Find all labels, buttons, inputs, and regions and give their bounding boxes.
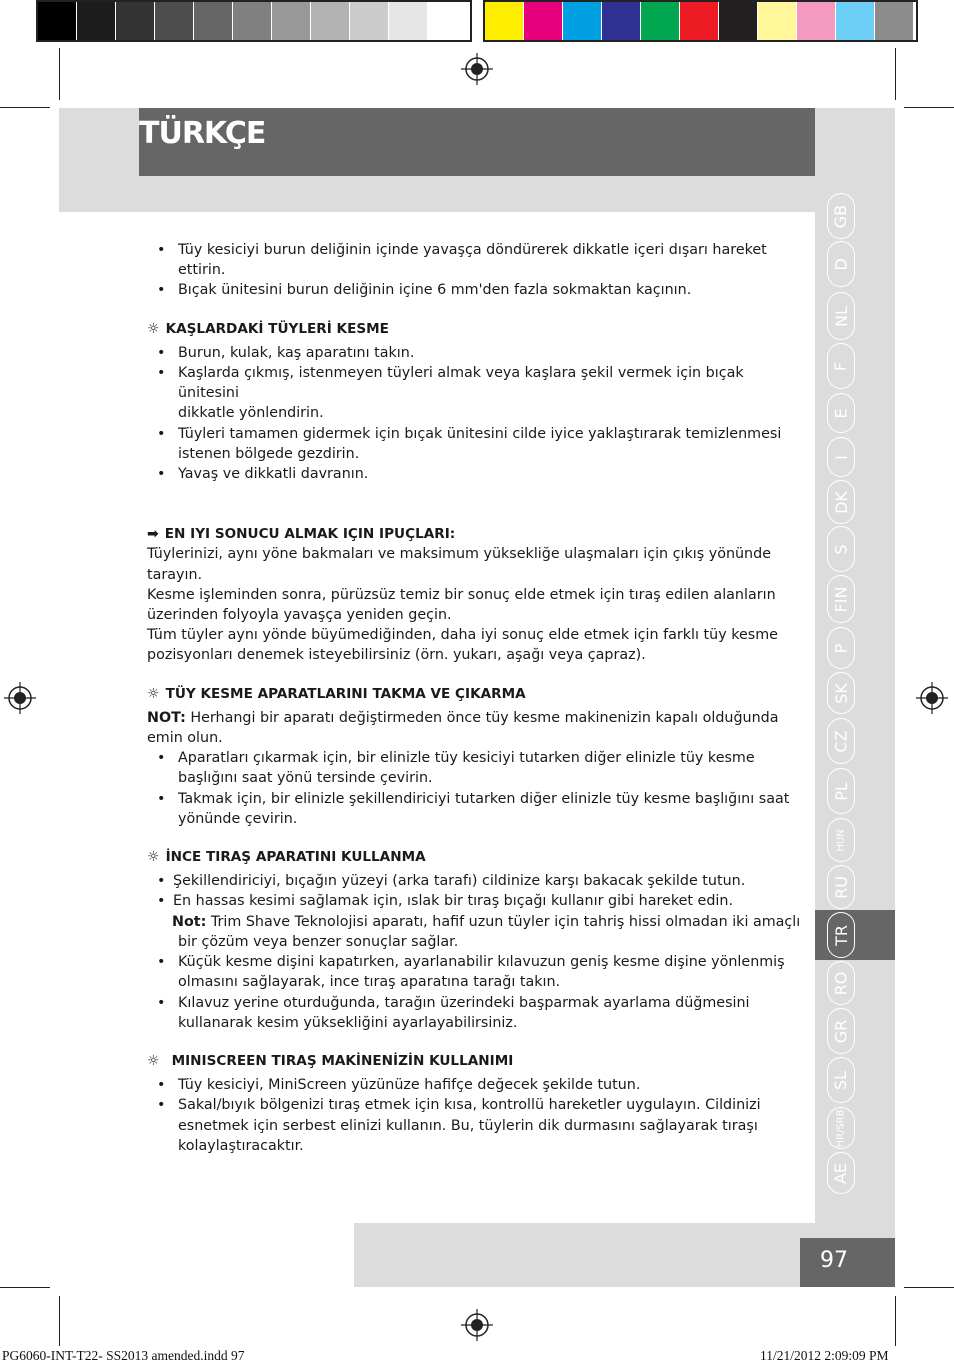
list-item: • Tüy kesiciyi burun deliğinin içinde yavaşça döndürerek dikkatle içeri dışarı hareket ettirin.: [157, 242, 767, 279]
color-swatch: [350, 2, 389, 40]
list-item: • En hassas kesimi sağlamak için, ıslak bir tıraş bıçağı kullanır gibi hareket edin.: [157, 893, 733, 910]
list-item: • Şekillendiriciyi, bıçağın yüzeyi (arka tarafı) cildinize karşı bakacak şekilde tutun.: [157, 873, 746, 890]
tab-label: SL: [831, 1070, 851, 1090]
tab-sl[interactable]: [827, 1057, 855, 1103]
paragraph-line: Kesme işleminden sonra, pürüzsüz temiz bir sonuç elde etmek için tıraş edilen alanların: [147, 586, 776, 603]
tab-cz[interactable]: [827, 718, 855, 764]
tab-label: F: [831, 361, 851, 371]
tab-s[interactable]: [827, 526, 855, 572]
section-heading: ➡ EN IYI SONUCU ALMAK IÇIN IPUÇLARI:: [147, 524, 802, 544]
tab-hr-srb[interactable]: [827, 1107, 855, 1149]
sun-icon: ☼: [147, 320, 160, 337]
tab-fin[interactable]: [827, 575, 855, 623]
section-heading: ☼ İNCE TIRAŞ APARATINI KULLANMA: [147, 847, 802, 867]
list-item: • Küçük kesme dişini kapatırken, ayarlanabilir kılavuzun geniş kesme dişine yönlenmiş olmasını sağlayarak, ince tıraş aparatına tarağı takın.: [157, 954, 785, 991]
note: NOT: Herhangi bir aparatı değiştirmeden önce tüy kesme makinenizin kapalı olduğunda: [147, 709, 779, 726]
list-item: • Aparatları çıkarmak için, bir elinizle tüy kesiciyi tutarken diğer elinizle tüy kesme başlığını saat yönü tersinde çevirin.: [157, 750, 755, 787]
crop-mark: [0, 1287, 50, 1288]
color-swatch: [875, 2, 914, 40]
tab-pl[interactable]: [827, 768, 855, 814]
tab-label: HUN: [835, 828, 847, 852]
color-swatch: [485, 2, 524, 40]
tab-label: GR: [831, 1019, 851, 1043]
tab-hun[interactable]: [827, 818, 855, 862]
tab-label: NL: [831, 305, 851, 327]
tab-label: RO: [831, 971, 851, 995]
color-swatch: [116, 2, 155, 40]
list-item: • Kaşlarda çıkmış, istenmeyen tüyleri almak veya kaşlara şekil vermek için bıçak ünitesini dikkatle yönlendirin.: [157, 365, 744, 422]
crop-mark: [0, 107, 50, 108]
tab-ru[interactable]: [827, 865, 855, 909]
tab-label: P: [831, 643, 851, 653]
paragraph-line: pozisyonları denemek isteyebilirsiniz (örn. yukarı, aşağı veya çapraz).: [147, 647, 646, 664]
color-swatch: [758, 2, 797, 40]
color-swatch: [641, 2, 680, 40]
tab-label: FIN: [831, 586, 851, 612]
grayscale-color-bar: [36, 0, 472, 42]
color-swatch: [389, 2, 428, 40]
tab-dk[interactable]: [827, 480, 855, 524]
tab-label: CZ: [831, 729, 851, 753]
tab-label: HR/SRB: [835, 1109, 847, 1147]
color-swatch: [194, 2, 233, 40]
section-heading: ☼ KAŞLARDAKİ TÜYLERİ KESME: [147, 319, 802, 339]
list-item: • Sakal/bıyık bölgenizi tıraş etmek için kısa, kontrollü hareketler uygulayın. Cildinizi esnetmek için serbest elinizi kullanın. Bu, tüylerin dik durmasını sağlayarak tıraşı kolaylaştıracaktır.: [157, 1097, 761, 1154]
tab-d[interactable]: [827, 241, 855, 287]
registration-mark-icon: [461, 1309, 493, 1341]
tab-label: I: [831, 454, 851, 460]
tab-label: AE: [831, 1162, 851, 1184]
tab-nl[interactable]: [827, 292, 855, 340]
tab-label: D: [831, 257, 851, 271]
color-swatch: [524, 2, 563, 40]
tab-label: SK: [831, 682, 851, 704]
color-swatch: [602, 2, 641, 40]
tab-label: GB: [831, 204, 851, 228]
color-swatch: [233, 2, 272, 40]
crop-mark: [895, 1296, 896, 1346]
color-swatch: [797, 2, 836, 40]
color-swatch: [311, 2, 350, 40]
list-item: • Bıçak ünitesini burun deliğinin içine 6 mm'den fazla sokmaktan kaçının.: [157, 282, 692, 299]
footer-slug-right: 11/21/2012 2:09:09 PM: [760, 1348, 889, 1363]
process-color-bar: [483, 0, 918, 42]
title-bar: [139, 108, 815, 176]
registration-mark-icon: [916, 682, 948, 714]
list-item: • Takmak için, bir elinizle şekillendiriciyi tutarken diğer elinizle tüy kesme başlığını saat yönünde çevirin.: [157, 790, 790, 827]
list-item: • Kılavuz yerine oturduğunda, tarağın üzerindeki başparmak ayarlama düğmesini kullanarak kesim yüksekliğini ayarlayabilirsiniz.: [157, 994, 750, 1031]
list-item: • Yavaş ve dikkatli davranın.: [157, 466, 369, 483]
page-number-box: [800, 1238, 895, 1287]
crop-mark: [59, 1296, 60, 1346]
tab-label: E: [831, 407, 851, 419]
color-swatch: [155, 2, 194, 40]
color-swatch: [428, 2, 467, 40]
footer-slug-left: PG6060-INT-T22- SS2013 amended.indd 97: [2, 1348, 245, 1363]
sun-icon: ☼: [147, 685, 160, 702]
tab-ae[interactable]: [827, 1152, 855, 1194]
list-item: • Tüy kesiciyi, MiniScreen yüzünüze hafifçe değecek şekilde tutun.: [157, 1077, 641, 1094]
color-swatch: [836, 2, 875, 40]
list-item: • Tüyleri tamamen gidermek için bıçak ünitesini cilde iyice yaklaştırarak temizlenmesi istenen bölgede gezdirin.: [157, 425, 782, 462]
tab-ro[interactable]: [827, 961, 855, 1005]
crop-mark: [895, 48, 896, 100]
tab-tr[interactable]: [827, 912, 855, 958]
list-item: • Burun, kulak, kaş aparatını takın.: [157, 344, 415, 361]
paragraph-line: tarayın.: [147, 566, 203, 583]
section-heading: ☼ TÜY KESME APARATLARINI TAKMA VE ÇIKARMA: [147, 684, 802, 704]
crop-mark: [904, 1287, 954, 1288]
note: Not: Trim Shave Teknolojisi aparatı, hafif uzun tüyler için tahriş hissi olmadan iki amaçlı: [172, 913, 801, 930]
tab-i[interactable]: [827, 437, 855, 477]
tab-gb[interactable]: [827, 193, 855, 239]
tab-label: RU: [831, 875, 851, 899]
paragraph-line: Tüylerinizi, aynı yöne bakmaları ve maksimum yüksekliğe ulaşmaları için çıkış yönünde: [147, 546, 771, 563]
tab-p[interactable]: [827, 627, 855, 669]
tab-f[interactable]: [827, 343, 855, 389]
tab-label: TR: [831, 924, 851, 946]
arrow-right-icon: ➡: [147, 526, 159, 543]
crop-mark: [59, 48, 60, 100]
color-swatch: [272, 2, 311, 40]
color-swatch: [563, 2, 602, 40]
note-continued: emin olun.: [147, 730, 223, 747]
registration-mark-icon: [4, 682, 36, 714]
color-swatch: [680, 2, 719, 40]
tab-label: DK: [831, 490, 851, 514]
paragraph-line: Tüm tüyler aynı yönde büyümediğinden, daha iyi sonuç elde etmek için farklı tüy kesme: [147, 627, 778, 644]
color-swatch: [719, 2, 758, 40]
registration-mark-icon: [461, 53, 493, 85]
color-swatch: [38, 2, 77, 40]
sun-icon: ☼: [147, 849, 160, 866]
tab-label: S: [831, 543, 851, 555]
crop-mark: [904, 107, 954, 108]
note-continued: bir çözüm veya benzer sonuçlar sağlar.: [178, 933, 459, 950]
paragraph-line: üzerinden folyoyla yavaşça yeniden geçin.: [147, 607, 452, 624]
sun-icon: ☼: [147, 1052, 160, 1069]
page-title: TÜRKÇE: [139, 116, 266, 151]
tab-gr[interactable]: [827, 1008, 855, 1054]
tab-label: PL: [831, 781, 851, 801]
tab-sk[interactable]: [827, 672, 855, 714]
tab-e[interactable]: [827, 393, 855, 433]
section-heading: ☼ MINISCREEN TIRAŞ MAKİNENİZİN KULLANIMI: [147, 1051, 802, 1071]
page-number: 97: [820, 1248, 848, 1273]
main-content: [147, 240, 802, 1156]
color-swatch: [77, 2, 116, 40]
